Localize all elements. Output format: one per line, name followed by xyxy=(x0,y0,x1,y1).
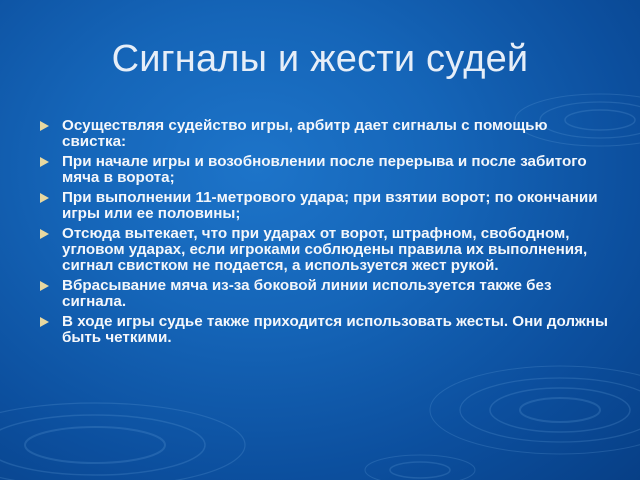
triangle-bullet-icon xyxy=(40,193,49,203)
triangle-bullet-icon xyxy=(40,229,49,239)
list-item-text: Отсюда вытекает, что при ударах от ворот, штрафном, свободном, угловом ударах, если игроками соблюдены правила их выполнения, сигнал свистком не подается, а используется жест рукой. xyxy=(62,225,588,274)
triangle-bullet-icon xyxy=(40,121,49,131)
list-item xyxy=(40,118,610,150)
list-item-text: Вбрасывание мяча из-за боковой линии используется также без сигнала. xyxy=(62,277,552,310)
list-item xyxy=(40,314,610,346)
triangle-bullet-icon xyxy=(40,281,49,291)
triangle-bullet-icon xyxy=(40,157,49,167)
slide-title: Сигналы и жести судей xyxy=(111,38,529,80)
list-item xyxy=(40,190,610,222)
list-item-text: При начале игры и возобновлении после перерыва и после забитого мяча в ворота; xyxy=(62,153,587,186)
list-item xyxy=(40,226,610,274)
triangle-bullet-icon xyxy=(40,317,49,327)
list-item-text: При выполнении 11-метрового удара; при взятии ворот; по окончании игры или ее половины; xyxy=(62,189,598,222)
list-item-text: Осуществляя судейство игры, арбитр дает сигналы с помощью свистка: xyxy=(62,117,548,150)
list-item-text: В ходе игры судье также приходится использовать жесты. Они должны быть четкими. xyxy=(62,313,608,346)
list-item xyxy=(40,278,610,310)
list-item xyxy=(40,154,610,186)
bullet-list xyxy=(40,118,610,350)
